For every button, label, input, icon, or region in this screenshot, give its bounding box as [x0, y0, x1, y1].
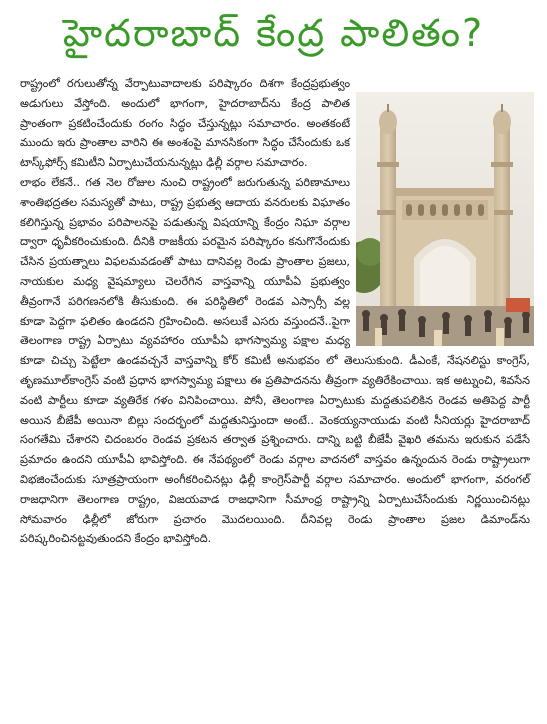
- charminar-photo: [356, 92, 534, 346]
- headline: హైదరాబాద్ కేంద్ర పాలితం?: [62, 11, 485, 55]
- article-paragraph-2: లాభం లేకనే.. గత నెల రోజుల నుంచి రాష్ట్రంలో జరుగుతున్న పరిణామాలు శాంతిభద్రతల సమస్యతో పాటు, రాష్ట్ర ప్రభుత్వ ఆదాయ వనరులకు విఘాతం కలిగిస్తున్న ప్రభావం పరిపాలనపై పడుతున్న విషయాన్ని కేంద్రం నిఘా వర్గాల ద్వారా ధృవీకరించుకుంది. దీనికి రాజకీయ పరమైన పరిష్కారం కనుగొనేందుకు చేసిన ప్రయత్నాలు విఫలమవడంతో పాటు దానివల్ల రెండు ప్రాంతాల ప్రజలు, నాయకుల మధ్య వైషమ్యాలు చెలరేగిన వాస్తవాన్ని యూపీఏ ప్రభుత్వం తీవ్రంగానే పరిగణనలోకి తీసుకుంది. ఈ పరిస్థితిలో రెండవ ఎస్సార్సీ వల్ల కూడా పెద్దగా ఫలితం ఉండదని గ్రహించింది. అసలుకే ఎసరు వస్తుందనే..పైగా తెలంగాణ రాష్ట్ర ఏర్పాటు వ్యవహారం యూపీఏ భాగస్వామ్య పక్షాల మధ్య కూడా చిచ్చు పెట్టేలా ఉండవచ్చనే వాస్తవాన్ని కోర్ కమిటీ అనుభవం లో తెలుసుకుంది. డీఎంకే, నేషనలిస్టు కాంగ్రెస్, తృణమూల్‌కాంగ్రెస్ వంటి ప్రధాన భాగస్వామ్య పక్షాలు ఈ ప్రతిపాదనను తీవ్రంగా వ్యతిరేకించాయి. ఇక అట్నుంచి, శివసేన వంటి పార్టీలు కూడా వ్యతిరేక గళం వినిపించాయి. పోనీ, తెలంగాణ ఏర్పాటుకు మద్దతుపలికిన రెండవ అతిపెద్ద పార్టీ అయిన బీజేపీ అయినా బిల్లు సందర్భంలో మద్దతునిస్తుందా అంటే.. వెంకయ్యనాయుడు వంటి సీనియర్లు హైదరాబాద్ సంగతేమి చేశారని చిదంబరం రెండవ ప్రకటన తర్వాత ప్రశ్నించారు. దాన్ని బట్టి బీజేపీ వైఖరి తమను ఇరుకున పడేసే ప్రమాదం ఉందని యూపీఏ భావిస్తోంది. ఈ నేపథ్యంలో రెండు వర్గాల వాదనలో వాస్తవం ఉన్నందున రెండు రాష్ట్రాలుగా విభజించేందుకు సూత్రప్రాయంగా అంగీకరించినట్లు ఢిల్లీ కాంగ్రెస్‌పార్టీ వర్గాల సమాచారం. అందులో భాగంగా, వరంగల్ రాజధానిగా తెలంగాణ రాష్ట్రం, విజయవాడ రాజధానిగా సీమాంధ్ర రాష్ట్రాన్ని ఏర్పాటుచేసేందుకు నిర్ణయించినట్లు సోమవారం ఢిల్లీలో జోరుగా ప్రచారం మొదలయింది. దీనివల్ల రెండు ప్రాంతాల ప్రజల డిమాండ్‌ను పరిష్కరించినట్టవుతుందని కేంద్రం భావిస్తోంది.: [20, 175, 530, 546]
- article-body: [20, 74, 530, 549]
- article-paragraph-1: రాష్ట్రంలో రగులుతోన్న వేర్పాటువాదాలకు పరిష్కారం దిశగా కేంద్రప్రభుత్వం అడుగులు వేస్తోంది. అందులో భాగంగా, హైదరాబాద్‌ను కేంద్ర పాలిత ప్రాంతంగా ప్రకటించేందుకు రంగం సిద్ధం చేస్తున్నట్లు సమాచారం. అంతకంటే ముందు ఇరు ప్రాంతాల వారిని ఈ అంశంపై మానసికంగా సిద్ధం చేసేందుకు ఒక టాస్క్‌ఫోర్స్ కమిటీని ఏర్పాటుచేయనున్నట్లు ఢిల్లీ వర్గాల సమాచారం.: [20, 77, 350, 170]
